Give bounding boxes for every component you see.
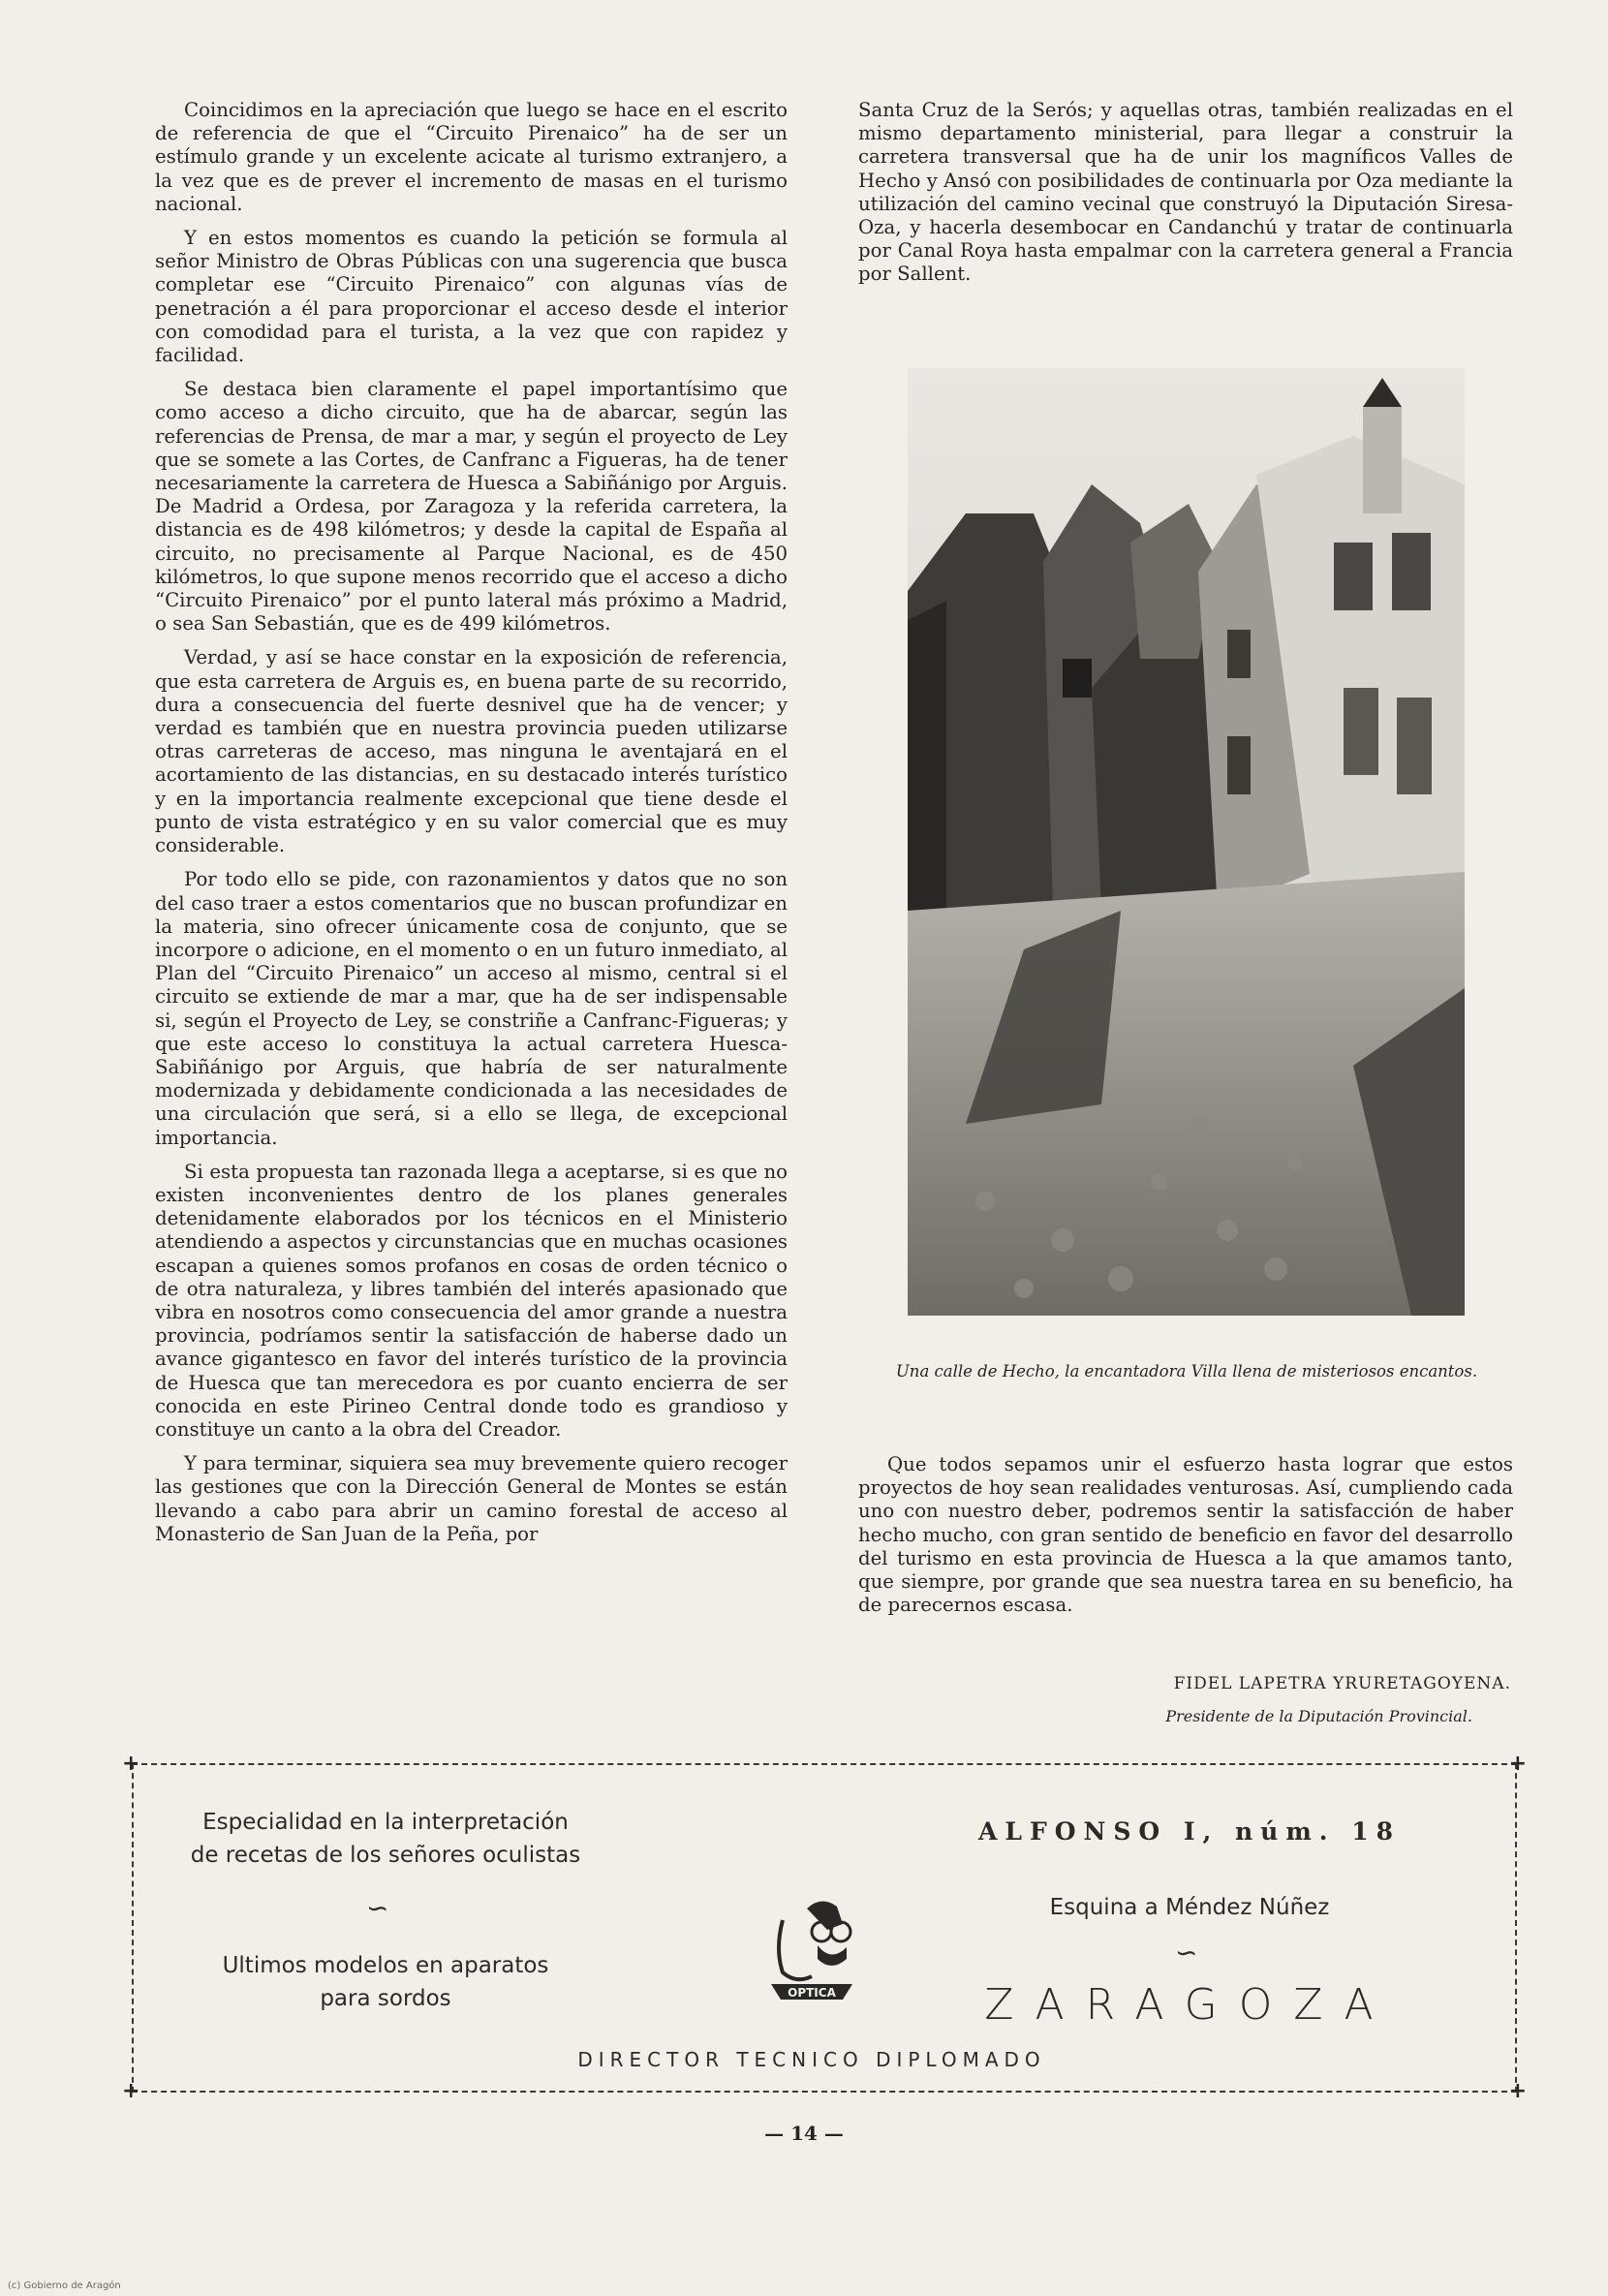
ad-line: de recetas de los señores oculistas xyxy=(190,1843,581,1868)
paragraph: Si esta propuesta tan razonada llega a aceptarse, si es que no existen inconvenientes dentro de los planes generales detenidamente elaborados por los técnicos en el Ministerio atendiendo a aspectos y circunstancias que en muchas ocasiones escapan a quienes somos profanos en cosas de orden técnico o de otra naturaleza, y libres también del interés apasionado que vibra en nosotros como consecuencia del amor grande a nuestra provincia, podríamos sentir la satisfacción de haberse dado un avance gigantesco en favor del interés turístico de la provincia de Huesca que tan merecedora es por cuanto encierra de ser conocida en este Pirineo Central donde todo es grandioso y constituye un canto a la obra del Creador. xyxy=(155,1160,788,1441)
logo-text: OPTICA xyxy=(788,1986,836,2000)
ad-city: ZARAGOZA xyxy=(984,1980,1395,2030)
ad-director-text: DIRECTOR TECNICO DIPLOMADO xyxy=(577,2048,1046,2071)
corner-ornament-icon: + xyxy=(122,1752,140,1776)
ad-corner-text: Esquina a Méndez Núñez xyxy=(1049,1895,1330,1920)
closing-paragraph xyxy=(858,1453,1513,1628)
paragraph: Se destaca bien claramente el papel importantísimo que como acceso a dicho circuito, que ha de abarcar, según las referencias de Prensa, de mar a mar, y según el proyecto de Ley que se somete a las Cortes, de Canfranc a Figueras, ha de tener necesariamente la carretera de Huesca a Sabiñánigo por Arguis. De Madrid a Ordesa, por Zaragoza y la referida carretera, la distancia es de 498 kilómetros; y desde la capital de España al circuito, no precisamente al Parque Nacional, es de 450 kilómetros, lo que supone menos recorrido que el acceso a dicho “Circuito Pirenaico” por el punto lateral más próximo a Madrid, o sea San Sebastián, que es de 499 kilómetros. xyxy=(155,378,788,636)
flourish-icon: ∽ xyxy=(366,1892,389,1924)
ad-address: ALFONSO I, núm. 18 xyxy=(978,1817,1401,1846)
optician-advertisement xyxy=(122,1752,1527,2103)
signature-name: FIDEL LAPETRA YRURETAGOYENA. xyxy=(1173,1674,1511,1693)
paragraph: Y para terminar, siquiera sea muy brevemente quiero recoger las gestiones que con la Dirección General de Montes se están llevando a cabo para abrir un camino forestal de acceso al Monasterio de San Juan de la Peña, por xyxy=(155,1452,788,1545)
right-column xyxy=(858,99,1513,297)
page-number: — 14 — xyxy=(764,2122,844,2145)
optica-logo xyxy=(754,1891,870,2007)
paragraph: Santa Cruz de la Serós; y aquellas otras, también realizadas en el mismo departamento ministerial, para llegar a construir la carretera transversal que ha de unir los magníficos Valles de Hecho y Ansó con posibilidades de continuarla por Oza mediante la utilización del camino vecinal que construyó la Diputación Siresa-Oza, y hacerla desembocar en Candanchú y tratar de continuarla por Canal Roya hasta empalmar con la carretera general a Francia por Sallent. xyxy=(858,99,1513,286)
ad-hearing-text xyxy=(182,1949,589,2015)
paragraph: Que todos sepamos unir el esfuerzo hasta lograr que estos proyectos de hoy sean realidades venturosas. Así, cumpliendo cada uno con nuestro deber, podremos sentir la satisfacción de haber hecho mucho, con gran sentido de beneficio en favor del desarrollo del turismo en esta provincia de Huesca a la que amamos tanto, que siempre, por grande que sea nuestra tarea en su beneficio, ha de parecernos escasa. xyxy=(858,1453,1513,1617)
left-column xyxy=(155,99,788,1557)
paragraph: Y en estos momentos es cuando la petición se formula al señor Ministro de Obras Públicas con una sugerencia que busca completar ese “Circuito Pirenaico” con algunas vías de penetración a él para proporcionar el acceso desde el interior con comodidad para el turista, a la vez que con rapidez y facilidad. xyxy=(155,227,788,367)
signature-role: Presidente de la Diputación Provincial. xyxy=(1165,1707,1472,1725)
flourish-icon: ∽ xyxy=(1175,1937,1198,1969)
photo-caption: Una calle de Hecho, la encantadora Villa llena de misteriosos encantos. xyxy=(895,1362,1478,1381)
paragraph: Verdad, y así se hace constar en la exposición de referencia, que esta carretera de Arguis es, en buena parte de su recorrido, dura a consecuencia del fuerte desnivel que ha de vencer; y verdad es también que en nuestra provincia pueden utilizarse otras carreteras de acceso, mas ninguna le aventajará en el acortamiento de las distancias, en su destacado interés turístico y en la importancia realmente excepcional que tiene desde el punto de vista estratégico y en su valor comercial que es muy considerable. xyxy=(155,646,788,857)
ad-specialty-text xyxy=(182,1806,589,1872)
corner-ornament-icon: + xyxy=(122,2079,140,2103)
ad-line: Especialidad en la interpretación xyxy=(202,1810,569,1835)
corner-ornament-icon: + xyxy=(1508,1752,1527,1776)
street-photo xyxy=(908,368,1465,1316)
paragraph: Por todo ello se pide, con razonamientos y datos que no son del caso traer a estos comentarios que no buscan profundizar en la materia, sino ofrecer únicamente cosa de conjunto, que se incorpore o adicione, en el momento o en un futuro inmediato, al Plan del “Circuito Pirenaico” un acceso al mismo, central si el circuito se extiende de mar a mar, que ha de ser indispensable si, según el Proyecto de Ley, se constriñe a Canfranc-Figueras; y que este acceso lo constituya la actual carretera Huesca-Sabiñánigo por Arguis, que habría de ser naturalmente modernizada y debidamente condicionada a las necesidades de una circulación que será, si a ello se llega, de excepcional importancia. xyxy=(155,868,788,1149)
ad-line: Ultimos modelos en aparatos xyxy=(222,1953,549,1978)
ad-line: para sordos xyxy=(320,1986,451,2011)
copyright-credit: (c) Gobierno de Aragón xyxy=(8,2280,121,2291)
paragraph: Coincidimos en la apreciación que luego se hace en el escrito de referencia de que el “Circuito Pirenaico” ha de ser un estímulo grande y un excelente acicate al turismo extranjero, a la vez que es de prever el incremento de masas en el turismo nacional. xyxy=(155,99,788,215)
corner-ornament-icon: + xyxy=(1508,2079,1527,2103)
